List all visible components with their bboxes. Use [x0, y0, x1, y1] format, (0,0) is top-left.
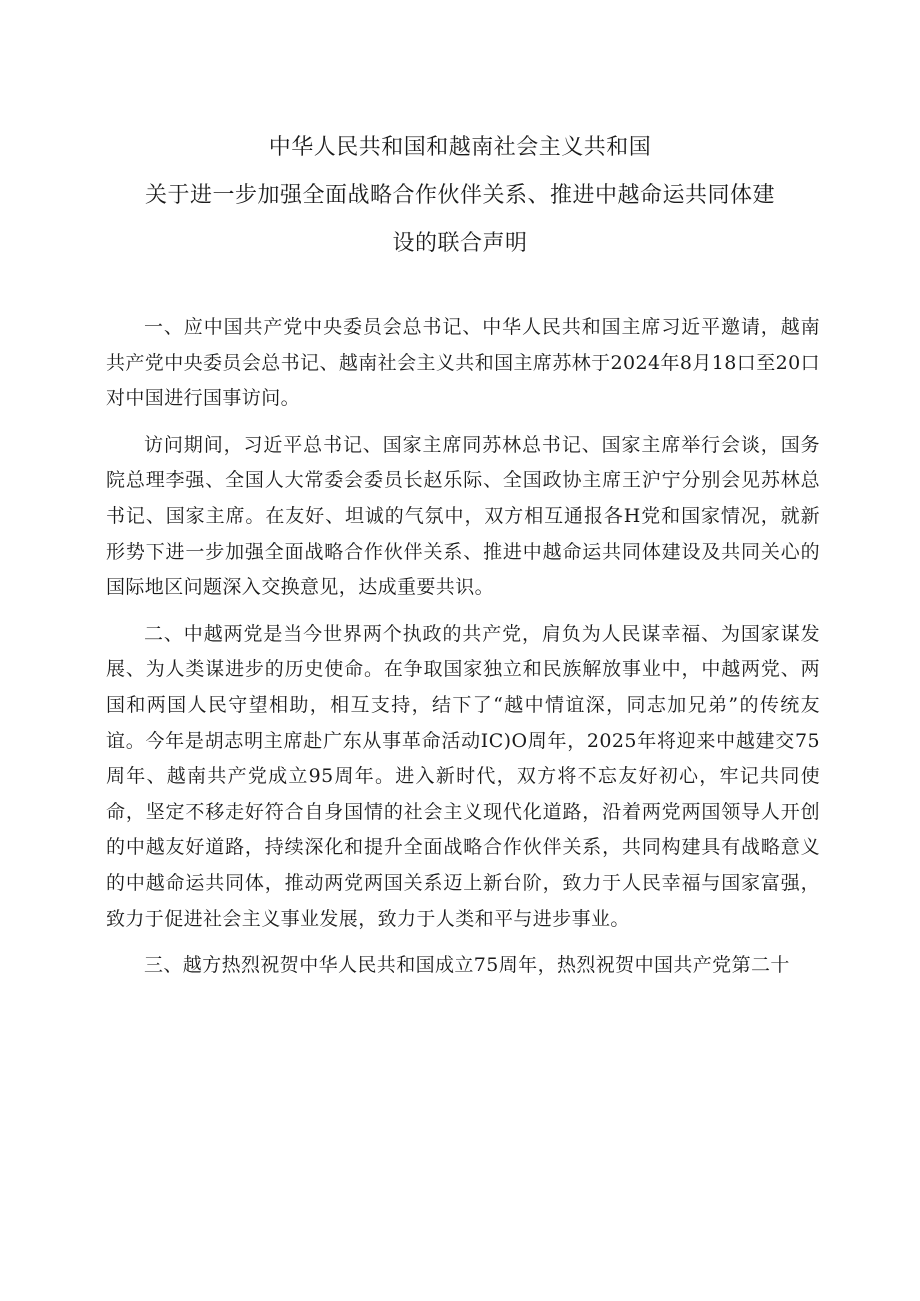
paragraph-4: 三、越方热烈祝贺中华人民共和国成立75周年，热烈祝贺中国共产党第二十 — [144, 954, 790, 977]
document-title — [100, 124, 820, 268]
paragraph-3: 二、中越两党是当今世界两个执政的共产党，肩负为人民谋幸福、为国家谋发展、为人类谋进步的历史使命。在争取国家独立和民族解放事业中，中越两党、两国和两国人民守望相助，相互支持，结下了“越中情谊深，同志加兄弟”的传统友谊。今年是胡志明主席赴广东从事革命活动IC)O周年，2025年将迎来中越建交75周年、越南共产党成立95周年。进入新时代，双方将不忘友好初心，牢记共同使命，坚定不移走好符合自身国情的社会主义现代化道路，沿着两党两国领导人开创的中越友好道路，持续深化和提升全面战略合作伙伴关系，共同构建具有战略意义的中越命运共同体，推动两党两国关系迈上新台阶，致力于人民幸福与国家富强，致力于促进社会主义事业发展，致力于人类和平与进步事业。 — [106, 622, 820, 930]
paragraph-1: 一、应中国共产党中央委员会总书记、中华人民共和国主席习近平邀请，越南共产党中央委员会总书记、越南社会主义共和国主席苏林于2024年8月18口至20口对中国进行国事访问。 — [106, 316, 820, 410]
paragraph-2: 访问期间，习近平总书记、国家主席同苏林总书记、国家主席举行会谈，国务院总理李强、全国人大常委会委员长赵乐际、全国政协主席王沪宁分别会见苏林总书记、国家主席。在友好、坦诚的气氛中，双方相互通报各H党和国家情况，就新形势下进一步加强全面战略合作伙伴关系、推进中越命运共同体建设及共同关心的国际地区问题深入交换意见，达成重要共识。 — [106, 433, 820, 599]
title-line-1: 中华人民共和国和越南社会主义共和国 — [268, 135, 652, 160]
title-line-3: 设的联合声明 — [392, 231, 528, 256]
document-body — [106, 310, 820, 995]
title-line-2: 关于进一步加强全面战略合作伙伴关系、推进中越命运共同体建 — [144, 183, 775, 208]
